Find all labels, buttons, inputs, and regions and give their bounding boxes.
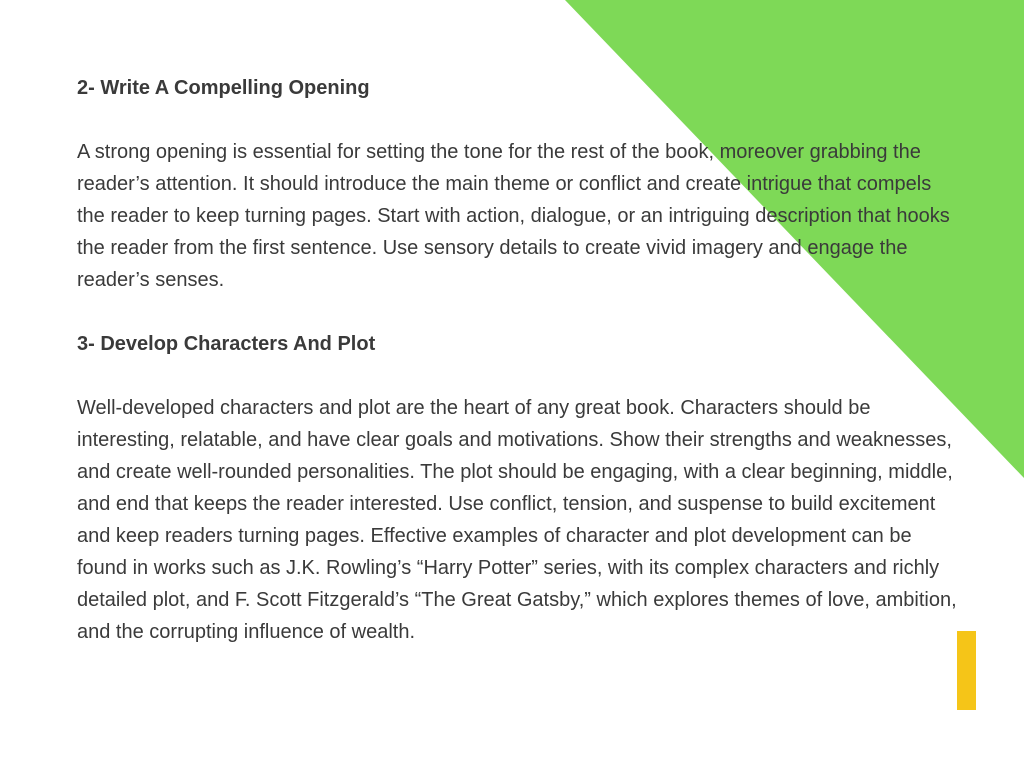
section-heading-opening: 2- Write A Compelling Opening (77, 77, 370, 99)
section-body-opening: A strong opening is essential for setting the tone for the rest of the book, moreover grabbing the reader’s attention. It should introduce the main theme or conflict and create intrigue that compels the reader to keep turning pages. Start with action, dialogue, or an intriguing description that hooks the reader from the first sentence. Use sensory details to create vivid imagery and engage the reader’s senses. (77, 141, 950, 291)
spacer (77, 104, 957, 136)
section-heading-characters: 3- Develop Characters And Plot (77, 333, 376, 355)
section-body-characters: Well-developed characters and plot are the heart of any great book. Characters should be interesting, relatable, and have clear goals and motivations. Show their strengths and weaknesses, and create well-rounded personalities. The plot should be engaging, with a clear beginning, middle, and end that keeps the reader interested. Use conflict, tension, and suspense to build excitement and keep readers turning pages. Effective examples of character and plot development can be found in works such as J.K. Rowling’s “Harry Potter” series, with its complex characters and richly detailed plot, and F. Scott Fitzgerald’s “The Great Gatsby,” which explores themes of love, ambition, and the corrupting influence of wealth. (77, 397, 957, 643)
slide-content (77, 72, 957, 648)
yellow-bar-decoration (957, 631, 976, 710)
spacer (77, 360, 957, 392)
spacer (77, 296, 957, 328)
